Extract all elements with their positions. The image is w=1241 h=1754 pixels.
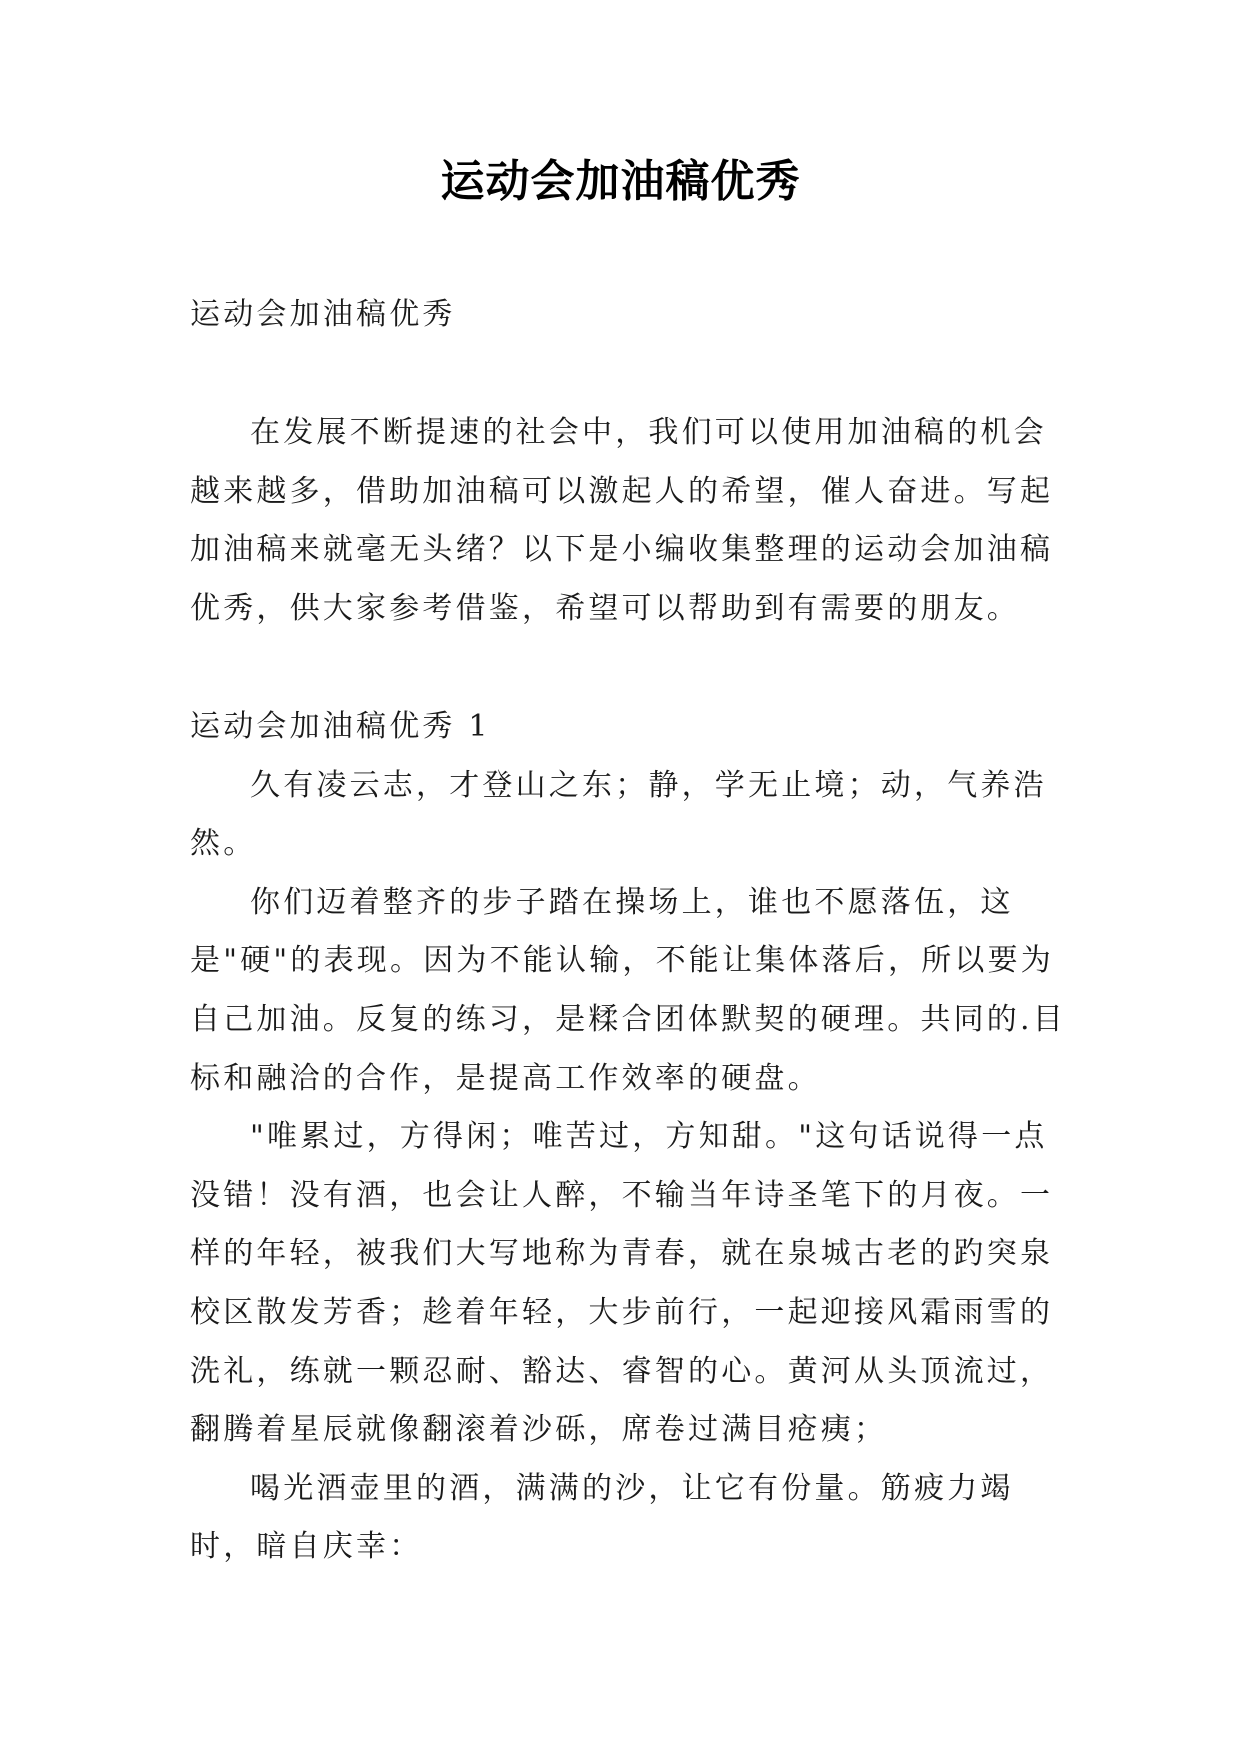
paragraph-3: "唯累过，方得闲；唯苦过，方知甜。"这句话说得一点没错！没有酒，也会让人醉，不输当年诗圣笔下的月夜。一样的年轻，被我们大写地称为青春，就在泉城古老的趵突泉校区散发芳香；趁着年轻，大步前行，一起迎接风霜雨雪的洗礼，练就一颗忍耐、豁达、睿智的心。黄河从头顶流过，翻腾着星辰就像翻滚着沙砾，席卷过满目疮痍； [190, 1119, 1054, 1448]
paragraph-2: 你们迈着整齐的步子踏在操场上，谁也不愿落伍，这是"硬"的表现。因为不能认输，不能让集体落后，所以要为自己加油。反复的练习，是糅合团体默契的硬理。共同的.目标和融洽的合作，是提高工作效率的硬盘。 [190, 884, 1066, 1096]
section-1 [190, 698, 1070, 1577]
intro-block [190, 404, 1070, 638]
paragraph-4: 喝光酒壶里的酒，满满的沙，让它有份量。筋疲力竭时，暗自庆幸： [190, 1470, 1014, 1565]
intro-paragraph: 在发展不断提速的社会中，我们可以使用加油稿的机会越来越多，借助加油稿可以激起人的希望，催人奋进。写起加油稿来就毫无头绪？以下是小编收集整理的运动会加油稿优秀，供大家参考借鉴，希望可以帮助到有需要的朋友。 [190, 415, 1054, 626]
section-heading: 运动会加油稿优秀 1 [190, 709, 491, 744]
document-subtitle: 运动会加油稿优秀 [190, 297, 456, 332]
document-title: 运动会加油稿优秀 [440, 156, 801, 207]
paragraph-1: 久有凌云志，才登山之东；静，学无止境；动，气养浩然。 [190, 767, 1047, 862]
